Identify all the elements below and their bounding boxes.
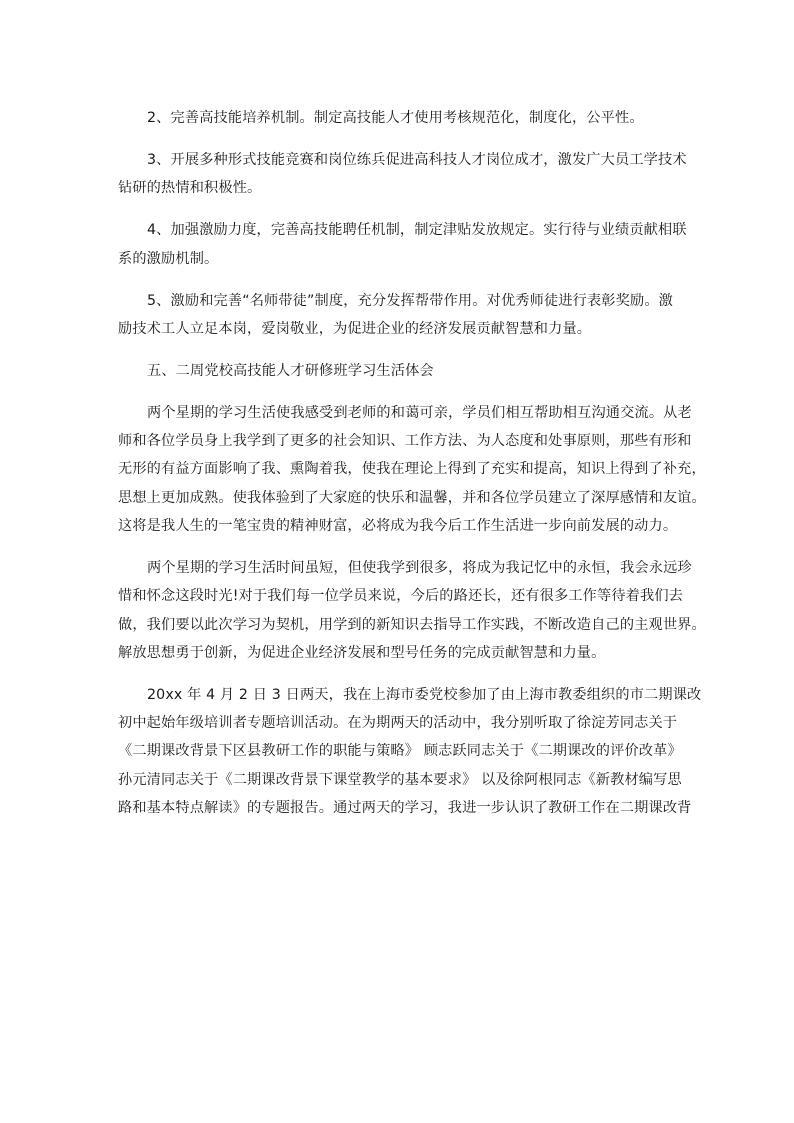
text-line: 5、激励和完善“名师带徒”制度，充分发挥帮带作用。对优秀师徒进行表彰奖励。激 [147, 292, 673, 309]
paragraph-training [118, 681, 702, 822]
paragraph-spacing [118, 343, 678, 357]
paragraph-item-4 [118, 216, 687, 273]
text-line: 两个星期的学习生活时间虽短，但使我学到很多，将成为我记忆中的永恒，我会永远珍 [147, 559, 692, 576]
text-line: 孙元清同志关于《二期课改背景下课堂教学的基本要求》 以及徐阿根同志《新教材编写思 [118, 771, 682, 788]
paragraph-spacing [118, 203, 678, 217]
text-line: 五、二周党校高技能人才研修班学习生活体会 [147, 362, 434, 379]
text-line: 解放思想勇于创新，为促进企业经济发展和型号任务的完成贡献智慧和力量。 [118, 644, 606, 661]
paragraph-item-5 [118, 287, 678, 344]
text-line: 系的激励机制。 [118, 250, 219, 267]
text-line: 师和各位学员身上我学到了更多的社会知识、工作方法、为人态度和处事原则，那些有形和 [118, 433, 692, 450]
paragraph-spacing [118, 667, 678, 681]
text-line: 惜和怀念这段时光!对于我们每一位学员来说，今后的路还长，还有很多工作等待着我们去 [118, 588, 684, 605]
text-line: 两个星期的学习生活使我感受到老师的和蔼可亲，学员们相互帮助相互沟通交流。从老 [147, 404, 692, 421]
paragraph-spacing [118, 273, 678, 287]
text-line: 初中起始年级培训者专题培训活动。在为期两天的活动中，我分别听取了徐淀芳同志关于 [118, 715, 678, 732]
paragraph-spacing [118, 132, 678, 146]
text-line: 无形的有益方面影响了我、熏陶着我，使我在理论上得到了充实和提高，知识上得到了补充， [118, 461, 706, 478]
paragraph-reflection-2 [118, 554, 706, 667]
text-line: 这将是我人生的一笔宝贵的精神财富，必将成为我今后工作生活进一步向前发展的动力。 [118, 518, 678, 534]
text-line: 《二期课改背景下区县教研工作的职能与策略》 顾志跃同志关于《二期课改的评价改革》 [118, 743, 682, 760]
paragraph-section-5 [118, 357, 678, 385]
text-line: 2、完善高技能培养机制。制定高技能人才使用考核规范化，制度化，公平性。 [147, 110, 644, 126]
text-line: 3、开展多种形式技能竞赛和岗位练兵促进高科技人才岗位成才，激发广大员工学技术 [147, 151, 687, 168]
text-line: 4、加强激励力度，完善高技能聘任机制，制定津贴发放规定。实行待与业绩贡献相联 [147, 222, 687, 239]
text-line: 做，我们要以此次学习为契机，用学到的新知识去指导工作实践，不断改造自己的主观世界。 [118, 616, 706, 633]
text-line: 路和基本特点解读》的专题报告。通过两天的学习，我进一步认识了教研工作在二期课改背 [118, 800, 692, 817]
paragraph-spacing [118, 540, 678, 554]
paragraph-item-3 [118, 146, 687, 203]
paragraph-item-2 [118, 104, 678, 132]
text-line: 励技术工人立足本岗，爱岗敬业，为促进企业的经济发展贡献智慧和力量。 [118, 320, 592, 337]
document-body [118, 104, 706, 822]
text-line: 钻研的热情和积极性。 [118, 180, 262, 197]
text-line: 思想上更加成熟。使我体验到了大家庭的快乐和温馨，并和各位学员建立了深厚感情和友谊。 [118, 489, 706, 506]
text-line: 20xx 年 4 月 2 日 3 日两天，我在上海市委党校参加了由上海市教委组织的市二期课改 [147, 686, 702, 703]
paragraph-spacing [118, 385, 678, 399]
paragraph-reflection-1 [118, 399, 706, 540]
